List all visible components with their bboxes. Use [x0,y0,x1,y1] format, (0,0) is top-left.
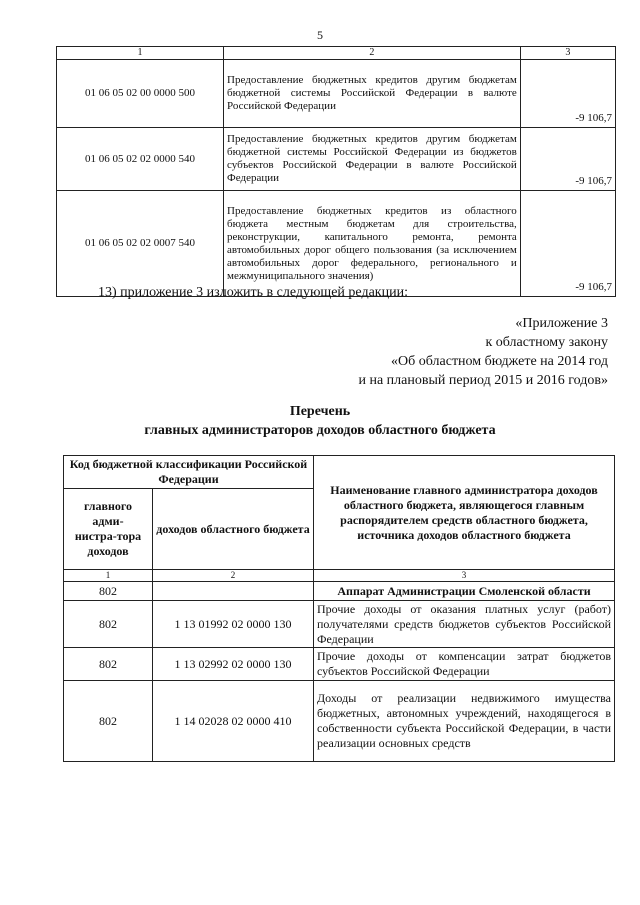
appendix-heading [358,314,608,390]
table-row [64,648,615,681]
page-number: 5 [317,28,323,42]
income-header: доходов областного бюджета [153,489,314,570]
column-number: 2 [153,570,314,582]
list-subtitle: главных администраторов доходов областного бюджета [144,423,496,438]
table-row [57,128,616,191]
admin-code: 802 [64,648,153,681]
admin-code: 802 [64,601,153,648]
table-header-row [57,47,616,60]
paragraph-13: 13) приложение 3 изложить в следующей редакции: [98,285,408,300]
table-number-row [64,570,615,582]
budget-code: 01 06 05 02 02 0000 540 [57,128,224,191]
column-number: 3 [520,47,615,60]
admin-code: 802 [64,582,153,601]
row-description: Предоставление бюджетных кредитов из областного бюджета местным бюджетам для строительства, реконструкции, капитального ремонта, ремонта автомобильных дорог общего пользования (за исключением автомобильных дорог федерального, регионального и межмуниципального значения) [224,191,521,297]
name-header: Наименование главного администратора доходов областного бюджета, являющегося главным распорядителем средств областного бюджета, источника доходов областного бюджета [314,456,615,570]
section-row [64,582,615,601]
column-number: 1 [64,570,153,582]
row-amount: -9 106,7 [520,191,615,297]
admin-header: главного адми-нистра-тора доходов [64,489,153,570]
budget-code: 01 06 05 02 00 0000 500 [57,60,224,128]
list-title: Перечень [289,404,351,419]
column-number: 1 [57,47,224,60]
income-code: 1 13 01992 02 0000 130 [153,601,314,648]
table-row [64,601,615,648]
income-code: 1 13 02992 02 0000 130 [153,648,314,681]
income-code: 1 14 02028 02 0000 410 [153,681,314,762]
sources-table [56,46,616,297]
appendix-line: «Приложение 3 [515,316,608,331]
column-number: 2 [224,47,521,60]
row-amount: -9 106,7 [520,128,615,191]
row-description: Предоставление бюджетных кредитов другим бюджетам бюджетной системы Российской Федерации в валюте Российской Федерации [224,60,521,128]
appendix-line: «Об областном бюджете на 2014 год [391,354,608,369]
appendix-line: к областному закону [485,335,608,350]
table-header-row [64,456,615,489]
bcc-header: Код бюджетной классификации Российской Федерации [64,456,314,489]
table-row [64,681,615,762]
admin-name: Аппарат Администрации Смоленской области [314,582,615,601]
administrators-table [63,455,615,762]
row-amount: -9 106,7 [520,60,615,128]
table-row [57,191,616,297]
appendix-line: и на плановый период 2015 и 2016 годов» [358,373,608,388]
table-row [57,60,616,128]
income-code [153,582,314,601]
admin-code: 802 [64,681,153,762]
income-name: Доходы от реализации недвижимого имущества бюджетных, автономных учреждений, находящегося в собственности субъекта Российской Федерации, в части реализации основных средств [314,681,615,762]
income-name: Прочие доходы от компенсации затрат бюджетов субъектов Российской Федерации [314,648,615,681]
budget-code: 01 06 05 02 02 0007 540 [57,191,224,297]
row-description: Предоставление бюджетных кредитов другим бюджетам бюджетной системы Российской Федерации из бюджетов субъектов Российской Федерации в валюте Российской Федерации [224,128,521,191]
income-name: Прочие доходы от оказания платных услуг (работ) получателями средств бюджетов субъектов Российской Федерации [314,601,615,648]
column-number: 3 [314,570,615,582]
